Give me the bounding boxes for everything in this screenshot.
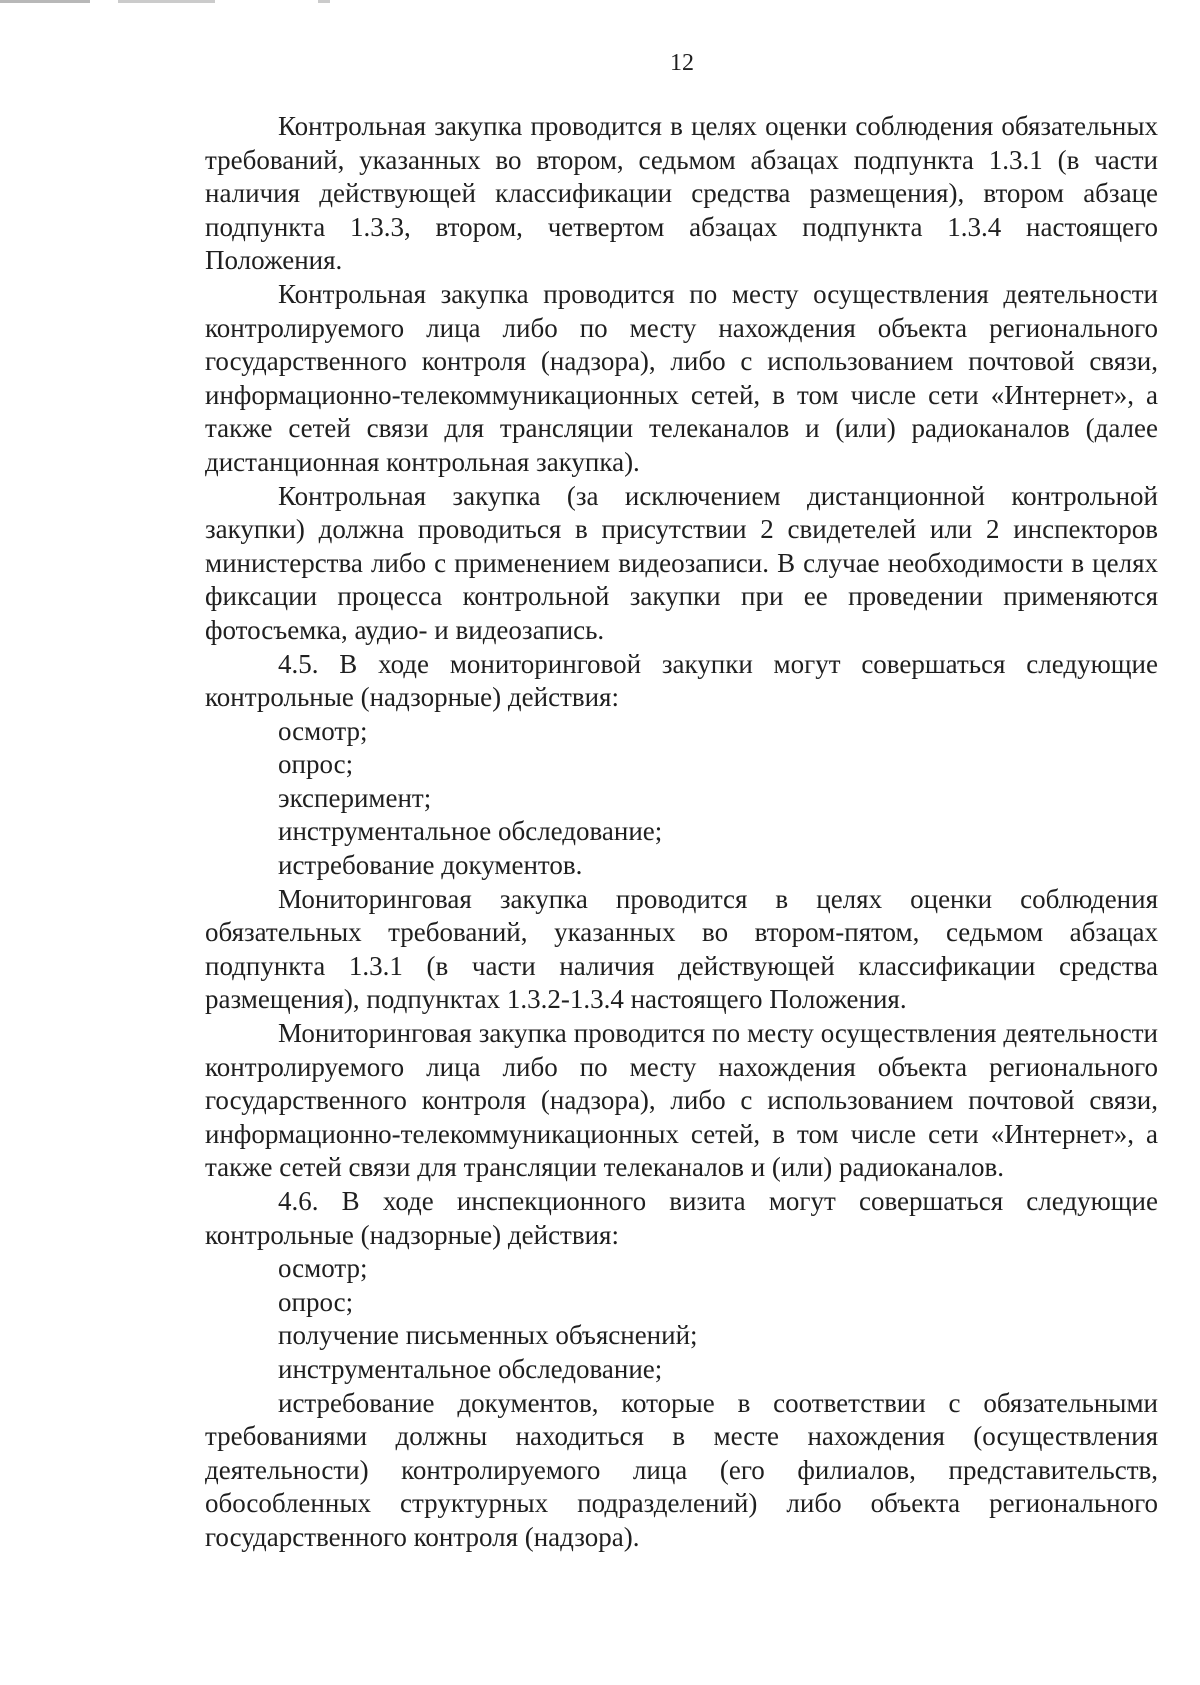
list-item: эксперимент; — [278, 782, 432, 813]
list-item: осмотр; — [278, 1253, 368, 1284]
list-item: опрос; — [278, 749, 354, 780]
paragraph-control-purchase-purpose: Контрольная закупка проводится в целях оценки соблюдения обязательных требований, указанных во втором, седьмом абзацах подпункта 1.3.1 (в части наличия действующей классификации средства размещения), втором абзаце подпункта 1.3.3, втором, четвертом абзацах подпункта 1.3.4 настоящего Положения. — [205, 111, 1158, 276]
list-item: истребование документов. — [278, 850, 583, 881]
paragraph-control-purchase-place: Контрольная закупка проводится по месту осуществления деятельности контролируемого лица либо по месту нахождения объекта регионального государственного контроля (надзора), либо с использованием почтовой связи, информационно-телекоммуникационных сетей, в том числе сети «Интернет», а также сетей связи для трансляции телеканалов и (или) радиоканалов (далее дистанционная контрольная закупка). — [205, 278, 1158, 477]
paragraph-4-5: 4.5. В ходе мониторинговой закупки могут совершаться следующие контрольные (надзорные) действия: — [205, 648, 1158, 713]
scan-edge-mark — [0, 0, 330, 3]
paragraph-control-purchase-witnesses: Контрольная закупка (за исключением дистанционной контрольной закупки) должна проводиться в присутствии 2 свидетелей или 2 инспекторов министерства либо с применением видеозаписи. В случае необходимости в целях фиксации процесса контрольной закупки при ее проведении применяются фотосъемка, аудио- и видеозапись. — [205, 480, 1158, 645]
paragraph-document-request: истребование документов, которые в соответствии с обязательными требованиями должны находиться в месте нахождения (осуществления деятельности) контролируемого лица (его филиалов, представительств, обособленных структурных подразделений) либо объекта регионального государственного контроля (надзора). — [205, 1387, 1158, 1552]
paragraph-monitoring-purchase-place: Мониторинговая закупка проводится по месту осуществления деятельности контролируемого лица либо по месту нахождения объекта регионального государственного контроля (надзора), либо с использованием почтовой связи, информационно-телекоммуникационных сетей, в том числе сети «Интернет», а также сетей связи для трансляции телеканалов и (или) радиоканалов. — [205, 1018, 1158, 1183]
list-item: инструментальное обследование; — [278, 816, 663, 847]
list-item: осмотр; — [278, 715, 368, 746]
document-body — [205, 110, 1158, 1555]
paragraph-monitoring-purchase-purpose: Мониторинговая закупка проводится в целях оценки соблюдения обязательных требований, указанных во втором-пятом, седьмом абзацах подпункта 1.3.1 (в части наличия действующей классификации средства размещения), подпунктах 1.3.2-1.3.4 настоящего Положения. — [205, 883, 1158, 1015]
list-item: инструментальное обследование; — [278, 1353, 663, 1384]
paragraph-4-6: 4.6. В ходе инспекционного визита могут совершаться следующие контрольные (надзорные) действия: — [205, 1186, 1158, 1250]
list-item: получение письменных объяснений; — [278, 1320, 698, 1351]
list-item: опрос; — [278, 1286, 354, 1317]
page-number: 12 — [670, 50, 694, 76]
